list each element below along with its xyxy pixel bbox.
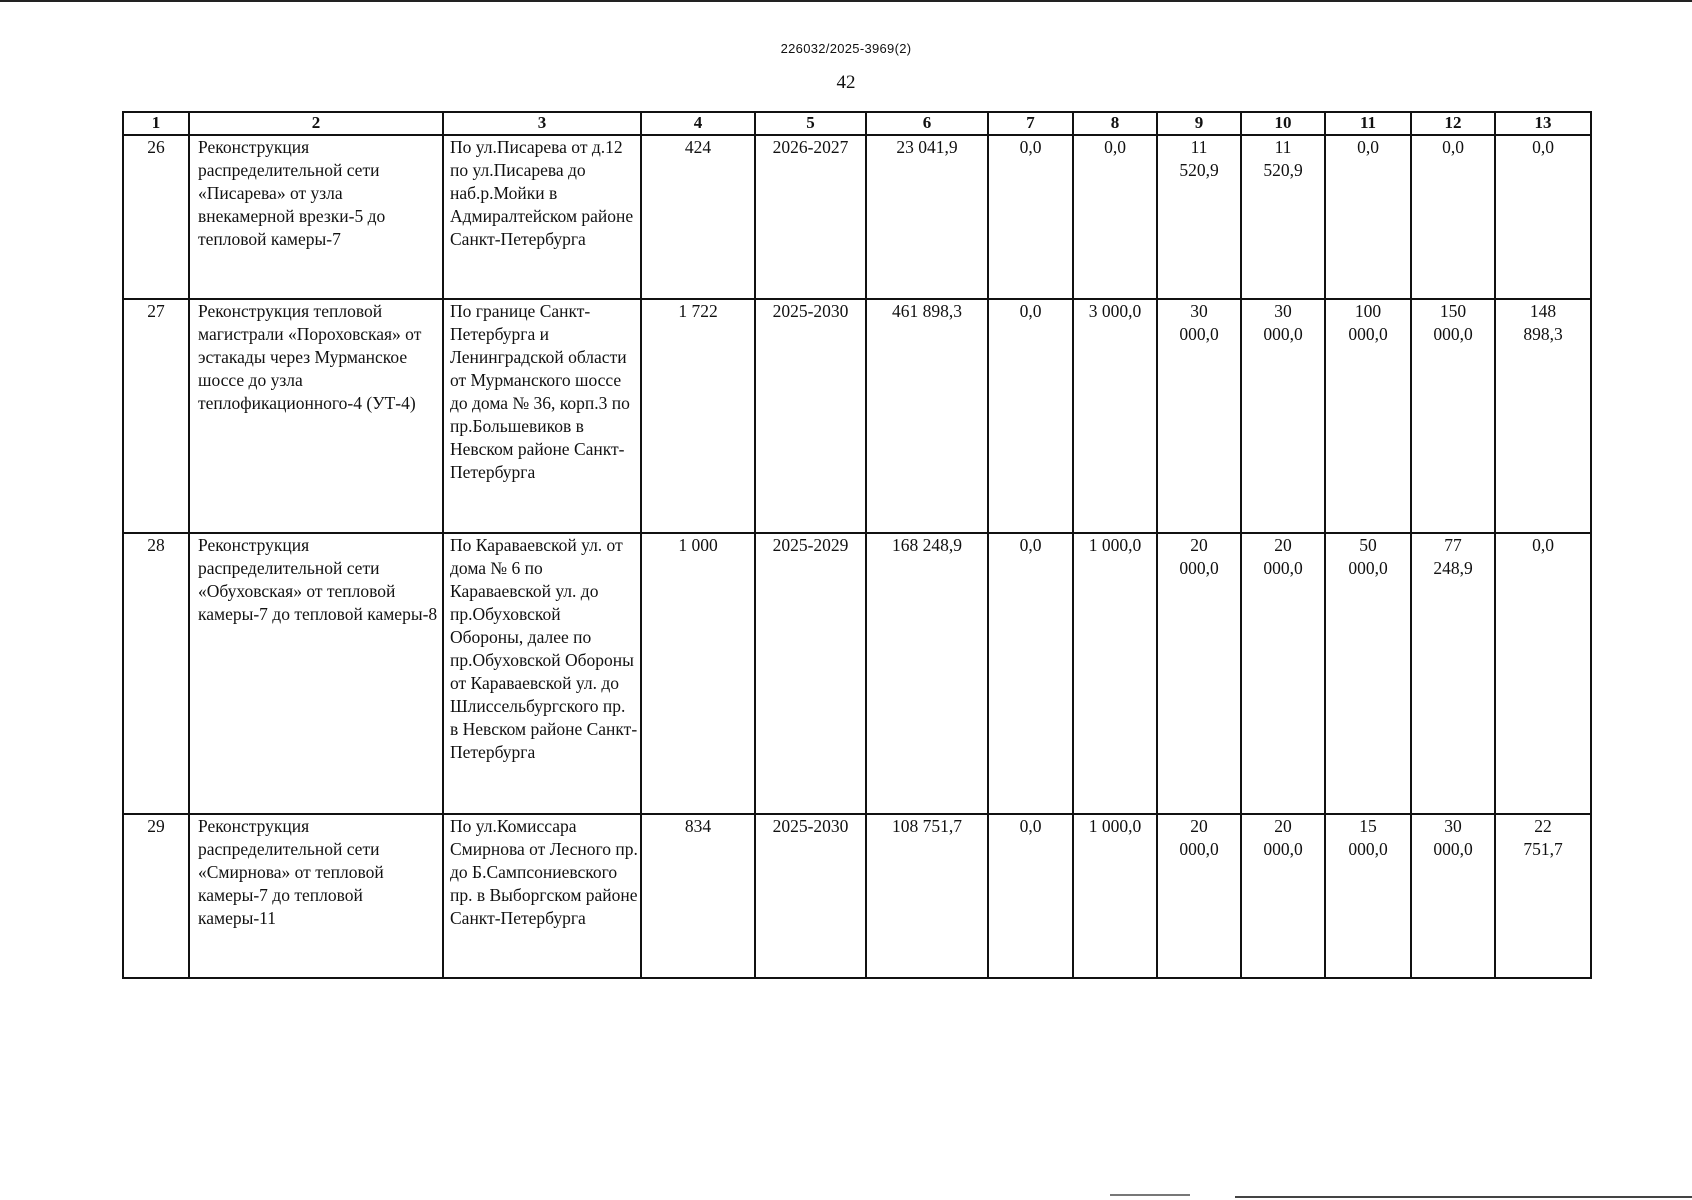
total-cost-cell: 108 751,7 bbox=[866, 814, 988, 978]
value-cell bbox=[1411, 533, 1495, 814]
value-text: 100 000,0 bbox=[1348, 301, 1388, 344]
value-text: 20 000,0 bbox=[1263, 535, 1303, 578]
column-header: 5 bbox=[755, 112, 866, 135]
table-header-row bbox=[123, 112, 1591, 135]
value-text: 148 898,3 bbox=[1523, 301, 1563, 344]
table-row bbox=[123, 299, 1591, 533]
table-row bbox=[123, 533, 1591, 814]
top-border-line bbox=[0, 0, 1692, 2]
total-cost-cell: 168 248,9 bbox=[866, 533, 988, 814]
period-cell: 2025-2030 bbox=[755, 814, 866, 978]
value-cell: 0,0 bbox=[988, 135, 1073, 299]
row-number-cell: 26 bbox=[123, 135, 189, 299]
period-cell: 2026-2027 bbox=[755, 135, 866, 299]
total-cost-cell: 461 898,3 bbox=[866, 299, 988, 533]
value-cell: 0,0 bbox=[1411, 135, 1495, 299]
row-number-cell: 29 bbox=[123, 814, 189, 978]
address-cell: По границе Санкт-Петербурга и Ленинградской области от Мурманского шоссе до дома № 36, корп.3 по пр.Большевиков в Невском районе Санкт-Петербурга bbox=[443, 299, 641, 533]
value-cell: 1 000,0 bbox=[1073, 533, 1157, 814]
value-cell bbox=[1241, 135, 1325, 299]
value-text: 15 000,0 bbox=[1348, 816, 1388, 859]
value-cell: 3 000,0 bbox=[1073, 299, 1157, 533]
value-text: 20 000,0 bbox=[1179, 816, 1219, 859]
value-cell bbox=[1241, 814, 1325, 978]
column-header: 6 bbox=[866, 112, 988, 135]
object-name-cell: Реконструкция распределительной сети «Писарева» от узла внекамерной врезки-5 до тепловой камеры-7 bbox=[189, 135, 443, 299]
object-name-cell: Реконструкция распределительной сети «Обуховская» от тепловой камеры-7 до тепловой камеры-8 bbox=[189, 533, 443, 814]
value-cell bbox=[1325, 299, 1411, 533]
value-text: 30 000,0 bbox=[1179, 301, 1219, 344]
value-cell bbox=[1157, 814, 1241, 978]
column-header: 3 bbox=[443, 112, 641, 135]
value-cell bbox=[1157, 135, 1241, 299]
column-header: 7 bbox=[988, 112, 1073, 135]
document-registration-number: 226032/2025-3969(2) bbox=[780, 41, 912, 56]
value-text: 30 000,0 bbox=[1433, 816, 1473, 859]
length-cell: 1 722 bbox=[641, 299, 755, 533]
length-cell: 424 bbox=[641, 135, 755, 299]
value-cell bbox=[1495, 299, 1591, 533]
value-cell bbox=[1241, 299, 1325, 533]
value-text: 50 000,0 bbox=[1348, 535, 1388, 578]
column-header: 11 bbox=[1325, 112, 1411, 135]
value-cell bbox=[1325, 814, 1411, 978]
investment-program-table bbox=[122, 111, 1592, 979]
value-cell bbox=[1241, 533, 1325, 814]
value-cell: 0,0 bbox=[1495, 135, 1591, 299]
value-cell bbox=[1157, 533, 1241, 814]
row-number-cell: 27 bbox=[123, 299, 189, 533]
period-cell: 2025-2029 bbox=[755, 533, 866, 814]
table-row bbox=[123, 814, 1591, 978]
address-cell: По Караваевской ул. от дома № 6 по Караваевской ул. до пр.Обуховской Обороны, далее по пр.Обуховской Обороны от Караваевской ул. до Шлиссельбургского пр. в Невском районе Санкт-Петербурга bbox=[443, 533, 641, 814]
address-cell: По ул.Комиссара Смирнова от Лесного пр. до Б.Сампсониевского пр. в Выборгском районе Санкт-Петербурга bbox=[443, 814, 641, 978]
column-header: 4 bbox=[641, 112, 755, 135]
length-cell: 834 bbox=[641, 814, 755, 978]
value-cell: 1 000,0 bbox=[1073, 814, 1157, 978]
value-cell: 0,0 bbox=[1073, 135, 1157, 299]
value-text: 22 751,7 bbox=[1523, 816, 1563, 859]
value-cell: 0,0 bbox=[1325, 135, 1411, 299]
column-header: 13 bbox=[1495, 112, 1591, 135]
page-number: 42 bbox=[836, 72, 856, 93]
table-row bbox=[123, 135, 1591, 299]
object-name-cell: Реконструкция тепловой магистрали «Пороховская» от эстакады через Мурманское шоссе до узла теплофикационного-4 (УТ-4) bbox=[189, 299, 443, 533]
column-header: 1 bbox=[123, 112, 189, 135]
value-text: 20 000,0 bbox=[1263, 816, 1303, 859]
value-cell bbox=[1411, 814, 1495, 978]
value-text: 11 520,9 bbox=[1263, 137, 1303, 180]
value-text: 11 520,9 bbox=[1179, 137, 1219, 180]
value-text: 150 000,0 bbox=[1433, 301, 1473, 344]
value-cell: 0,0 bbox=[988, 814, 1073, 978]
scan-artifact-line bbox=[1110, 1194, 1190, 1196]
total-cost-cell: 23 041,9 bbox=[866, 135, 988, 299]
value-cell bbox=[1325, 533, 1411, 814]
column-header: 9 bbox=[1157, 112, 1241, 135]
value-cell: 0,0 bbox=[988, 533, 1073, 814]
column-header: 8 bbox=[1073, 112, 1157, 135]
value-cell: 0,0 bbox=[988, 299, 1073, 533]
value-text: 30 000,0 bbox=[1263, 301, 1303, 344]
bottom-border-line bbox=[1235, 1196, 1692, 1198]
column-header: 10 bbox=[1241, 112, 1325, 135]
row-number-cell: 28 bbox=[123, 533, 189, 814]
value-cell bbox=[1495, 814, 1591, 978]
value-cell bbox=[1157, 299, 1241, 533]
length-cell: 1 000 bbox=[641, 533, 755, 814]
value-text: 77 248,9 bbox=[1433, 535, 1473, 578]
period-cell: 2025-2030 bbox=[755, 299, 866, 533]
object-name-cell: Реконструкция распределительной сети «Смирнова» от тепловой камеры-7 до тепловой камеры-11 bbox=[189, 814, 443, 978]
value-cell: 0,0 bbox=[1495, 533, 1591, 814]
column-header: 12 bbox=[1411, 112, 1495, 135]
value-text: 20 000,0 bbox=[1179, 535, 1219, 578]
address-cell: По ул.Писарева от д.12 по ул.Писарева до наб.р.Мойки в Адмиралтейском районе Санкт-Петербурга bbox=[443, 135, 641, 299]
value-cell bbox=[1411, 299, 1495, 533]
column-header: 2 bbox=[189, 112, 443, 135]
